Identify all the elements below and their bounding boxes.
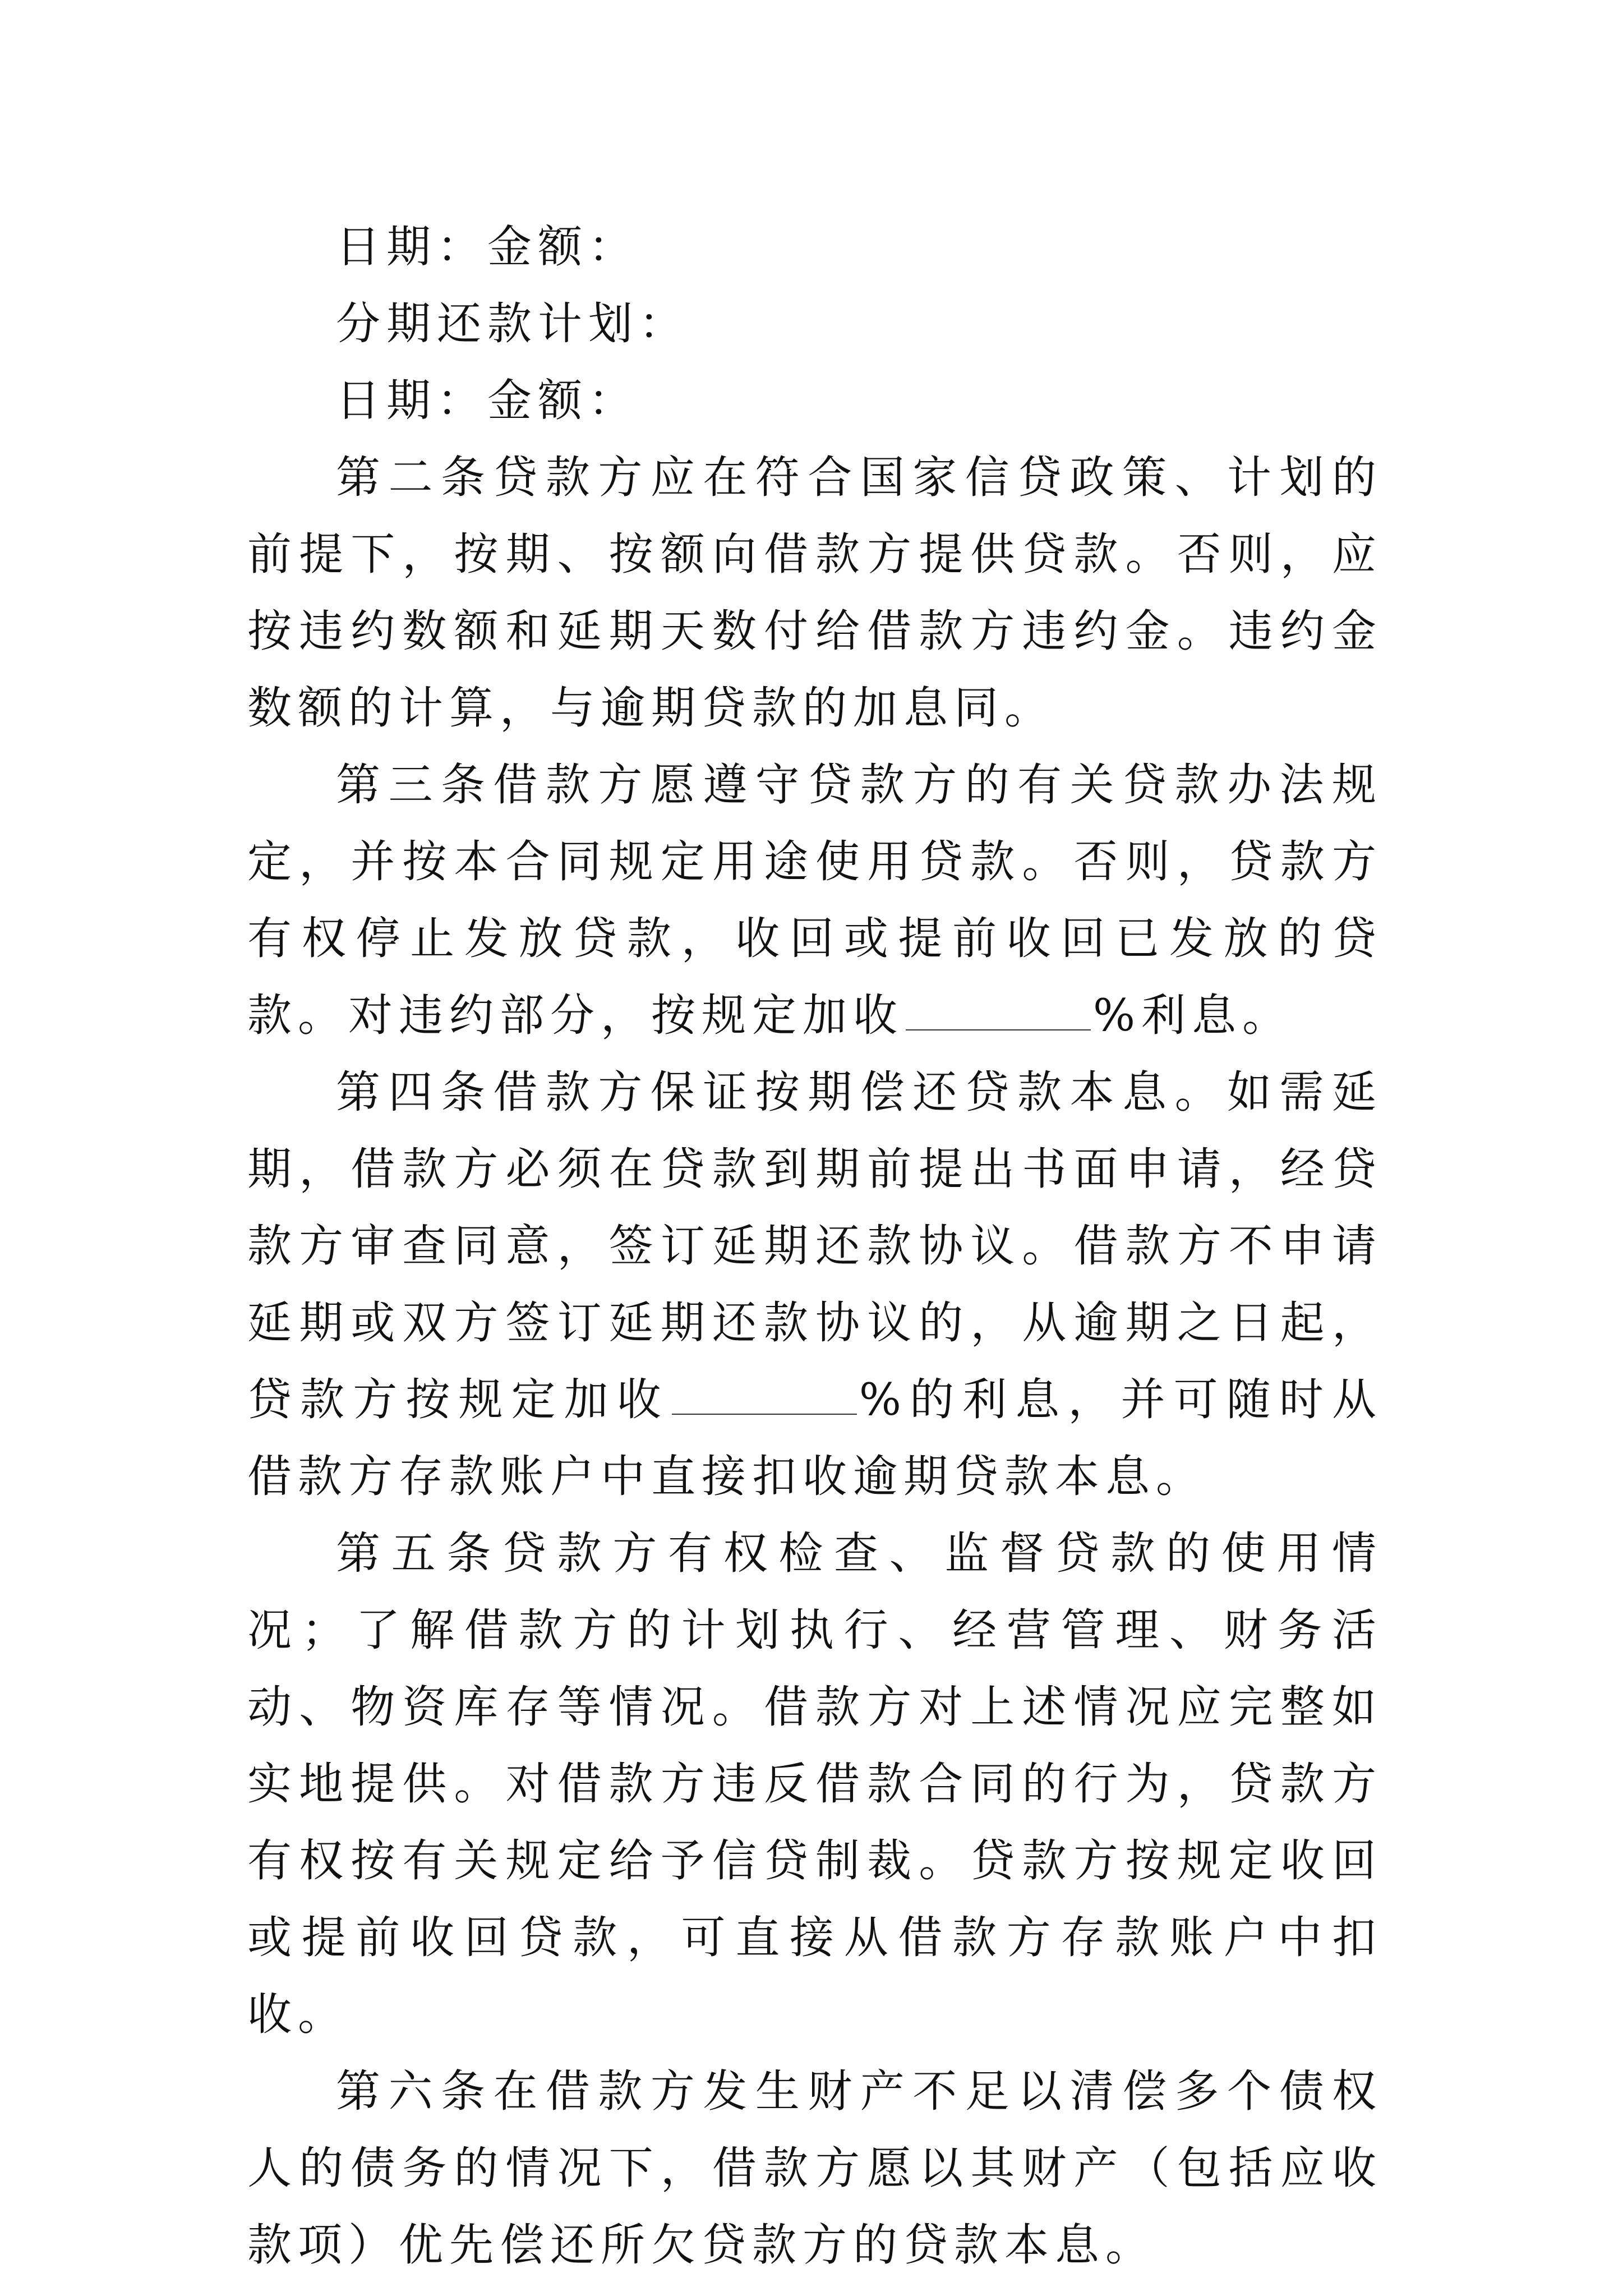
article-3 (247, 747, 1382, 1054)
document-body (247, 209, 1382, 2284)
article-5: 第五条贷款方有权检查、监督贷款的使用情况；了解借款方的计划执行、经营管理、财务活动、物资库存等情况。借款方对上述情况应完整如实地提供。对借款方违反借款合同的行为，贷款方有权按有关规定给予信贷制裁。贷款方按规定收回或提前收回贷款，可直接从借款方存款账户中扣收。 (247, 1527, 1382, 2040)
article-3-suffix: %利息。 (1093, 990, 1293, 1041)
installment-plan-heading: 分期还款计划： (336, 298, 689, 349)
date-amount-line-2: 日期：金额： (336, 375, 639, 426)
date-amount-line-1: 日期：金额： (336, 221, 639, 273)
article-4-text: 第四条借款方保证按期偿还贷款本息。如需延期，借款方必须在贷款到期前提出书面申请，经贷款方审查同意，签订延期还款协议。借款方不申请延期或双方签订延期还款协议的，从逾期之日起，贷款方按规定加收 (247, 1066, 1382, 1425)
article-2: 第二条贷款方应在符合国家信贷政策、计划的前提下，按期、按额向借款方提供贷款。否则，应按违约数额和延期天数付给借款方违约金。违约金数额的计算，与逾期贷款的加息同。 (247, 452, 1382, 734)
interest-rate-blank (906, 996, 1091, 1030)
overdue-rate-blank (672, 1380, 857, 1415)
article-6: 第六条在借款方发生财产不足以清偿多个债权人的债务的情况下，借款方愿以其财产（包括应收款项）优先偿还所欠贷款方的贷款本息。 (247, 2065, 1382, 2271)
article-3-text: 第三条借款方愿遵守贷款方的有关贷款办法规定，并按本合同规定用途使用贷款。否则，贷款方有权停止发放贷款，收回或提前收回已发放的贷款。对违约部分，按规定加收 (247, 759, 1382, 1041)
article-4-suffix: %的利息，并可随时从借款方存款账户中直接扣收逾期贷款本息。 (247, 1374, 1382, 1502)
article-4 (247, 1054, 1382, 1515)
